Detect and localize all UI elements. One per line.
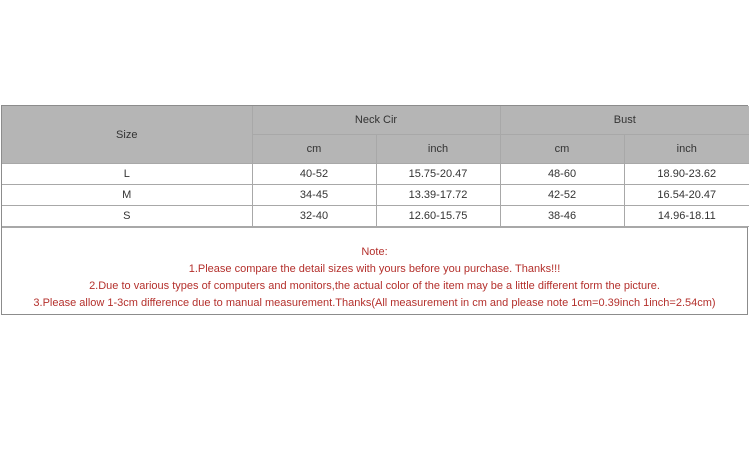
neck-cir-header: Neck Cir <box>252 106 500 135</box>
size-cell: S <box>2 206 252 227</box>
note-title: Note: <box>361 246 388 258</box>
value-cell: 40-52 <box>252 164 376 185</box>
value-cell: 32-40 <box>252 206 376 227</box>
value-cell: 42-52 <box>500 185 624 206</box>
value-cell: 13.39-17.72 <box>376 185 500 206</box>
value-cell: 15.75-20.47 <box>376 164 500 185</box>
value-cell: 16.54-20.47 <box>624 185 749 206</box>
note-line: 1.Please compare the detail sizes with yours before you purchase. Thanks!!! <box>188 263 561 275</box>
value-cell: 38-46 <box>500 206 624 227</box>
table-row <box>2 185 749 206</box>
value-cell: 48-60 <box>500 164 624 185</box>
size-header: Size <box>2 106 252 164</box>
bust-header: Bust <box>500 106 749 135</box>
size-table <box>2 106 749 227</box>
size-chart <box>1 105 748 315</box>
unit-header: inch <box>624 135 749 164</box>
value-cell: 34-45 <box>252 185 376 206</box>
unit-header: inch <box>376 135 500 164</box>
size-cell: M <box>2 185 252 206</box>
note-line: 3.Please allow 1-3cm difference due to manual measurement.Thanks(All measurement in cm and please note 1cm=0.39inch 1inch=2.54cm) <box>33 297 716 309</box>
table-row <box>2 206 749 227</box>
value-cell: 18.90-23.62 <box>624 164 749 185</box>
note-line: 2.Due to various types of computers and monitors,the actual color of the item may be a little different form the picture. <box>89 280 660 292</box>
notes-section <box>2 227 747 314</box>
table-row <box>2 164 749 185</box>
unit-header: cm <box>252 135 376 164</box>
value-cell: 14.96-18.11 <box>624 206 749 227</box>
value-cell: 12.60-15.75 <box>376 206 500 227</box>
header-group-row <box>2 106 749 135</box>
size-cell: L <box>2 164 252 185</box>
unit-header: cm <box>500 135 624 164</box>
